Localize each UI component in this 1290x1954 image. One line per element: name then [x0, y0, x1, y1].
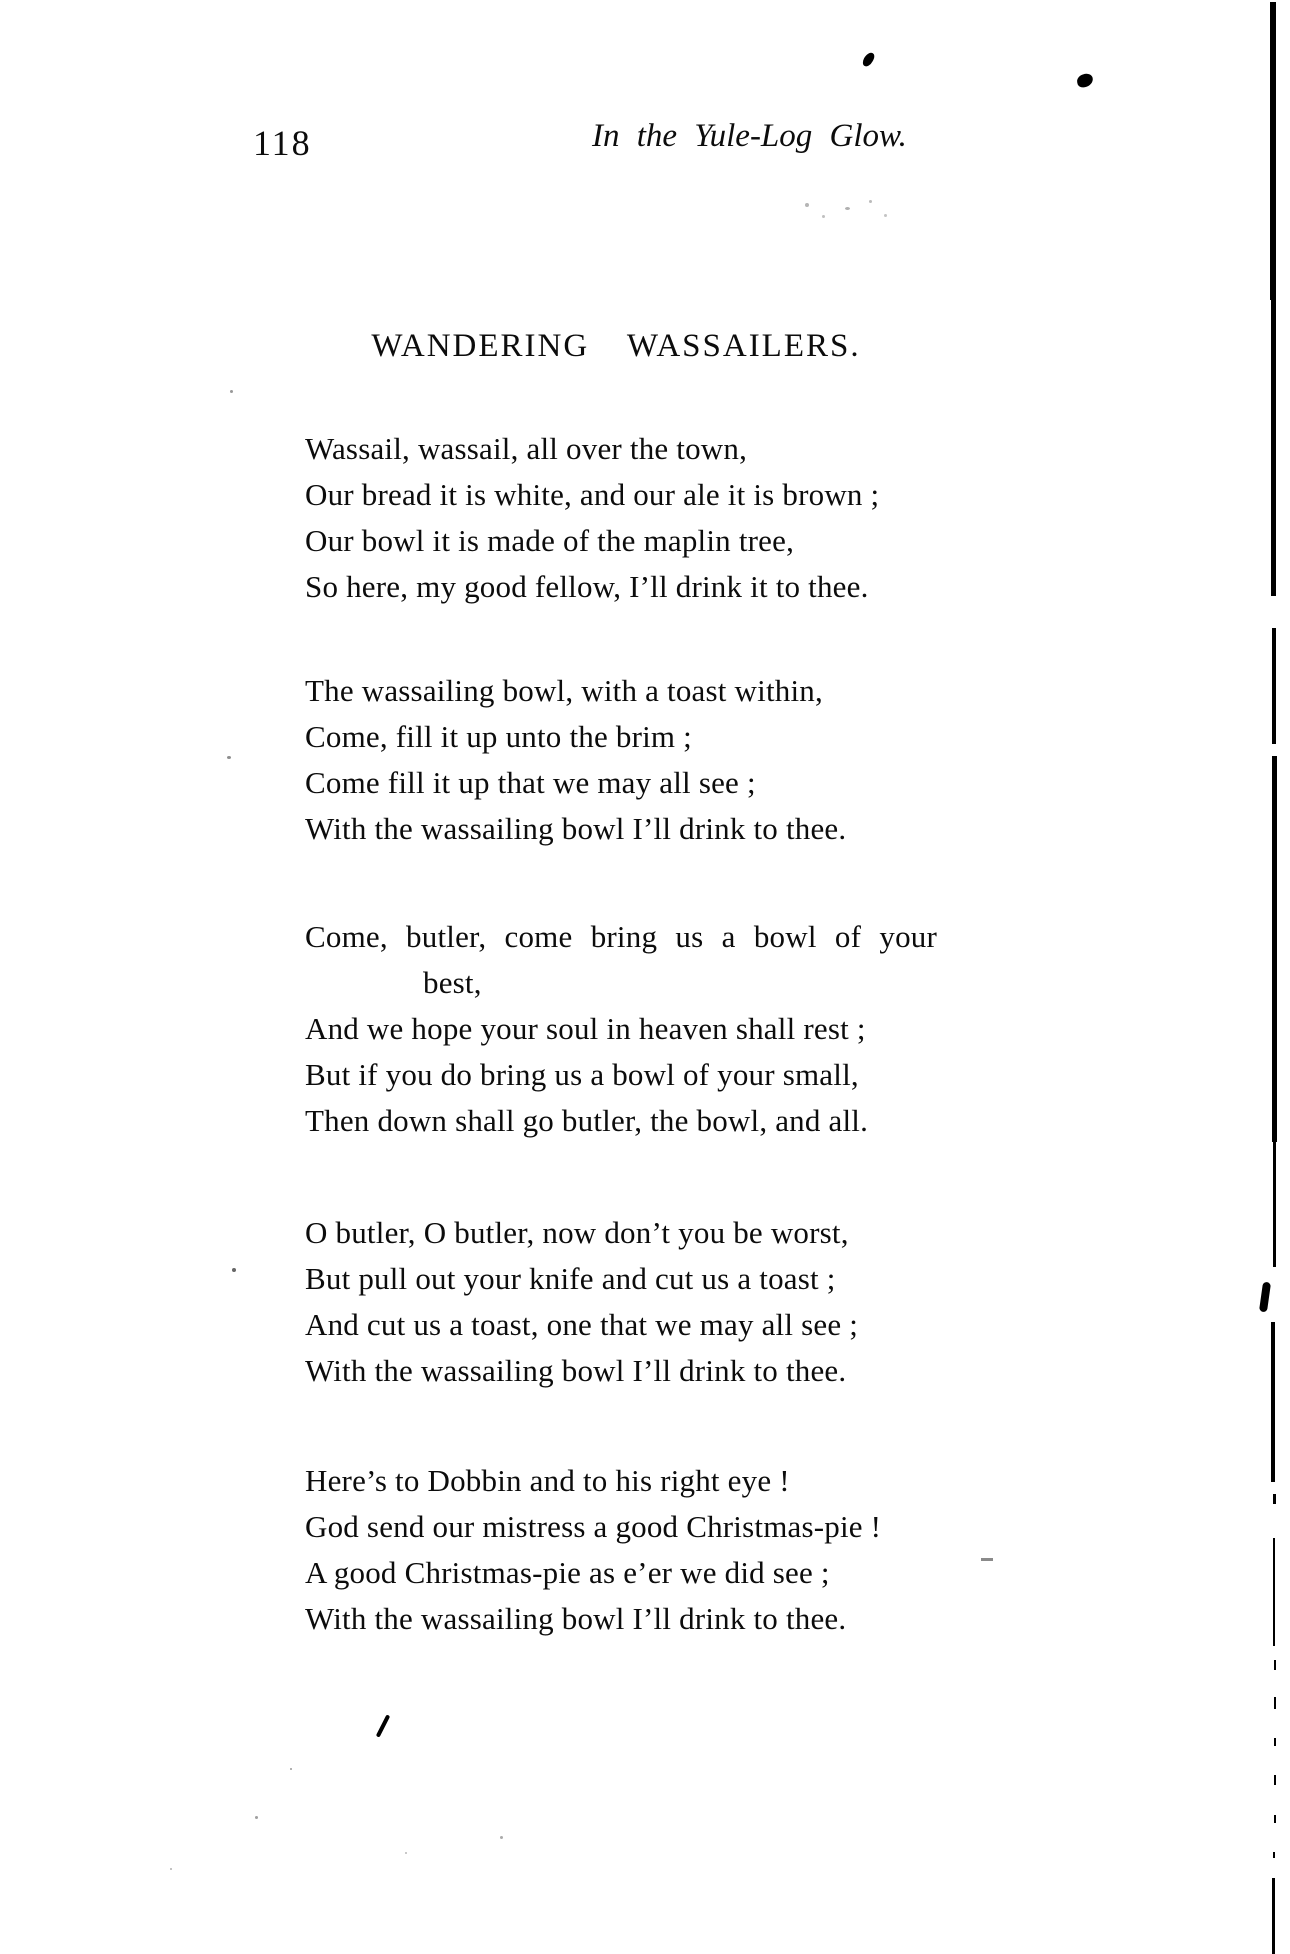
scan-artifact-slash [376, 1714, 390, 1737]
poem-line: Wassail, wassail, all over the town, [305, 431, 748, 466]
poem-line: But pull out your knife and cut us a toast ; [305, 1261, 836, 1296]
poem-line: With the wassailing bowl I’ll drink to thee. [305, 811, 847, 846]
page-edge-dash [1274, 1660, 1276, 1670]
page-edge-line [1271, 300, 1276, 596]
scan-speck [232, 1268, 236, 1272]
poem-line: Here’s to Dobbin and to his right eye ! [305, 1463, 790, 1498]
page-edge-line [1270, 2, 1276, 300]
scan-speck [290, 1768, 292, 1770]
scan-speck [845, 207, 850, 210]
page-edge-line [1273, 1142, 1276, 1267]
scan-speck [869, 200, 872, 203]
poem-line: The wassailing bowl, with a toast within, [305, 673, 823, 708]
stanza [305, 1210, 937, 1394]
poem-line: O butler, O butler, now don’t you be worst, [305, 1215, 849, 1250]
poem-line: And we hope your soul in heaven shall rest ; [305, 1011, 866, 1046]
poem-line: And cut us a toast, one that we may all see ; [305, 1307, 859, 1342]
page-edge-line [1273, 1494, 1276, 1504]
page-edge-line [1271, 1322, 1275, 1482]
scan-speck [230, 390, 233, 393]
scan-speck [255, 1816, 258, 1819]
page-edge-blob [1259, 1282, 1271, 1313]
poem-line: God send our mistress a good Christmas-pie ! [305, 1509, 882, 1544]
page-edge-dash [1273, 1852, 1275, 1858]
stanza [305, 1458, 937, 1642]
page-edge-dash [1274, 1697, 1276, 1709]
page-edge-line [1272, 628, 1276, 744]
scan-speck [822, 215, 825, 218]
poem-line-runover: best, [423, 965, 482, 1000]
stanza [305, 426, 937, 610]
scan-speck [170, 1868, 172, 1870]
scan-speck [805, 203, 809, 207]
poem-line: Come, fill it up unto the brim ; [305, 719, 692, 754]
page-edge-line [1272, 756, 1277, 1142]
poem-line: But if you do bring us a bowl of your small, [305, 1057, 859, 1092]
scan-artifact-comma [861, 51, 876, 68]
page-number: 118 [253, 123, 312, 163]
scan-speck [500, 1836, 503, 1839]
poem-line: Come, butler, come bring us a bowl of your [305, 919, 937, 954]
scan-artifact-comma [1076, 72, 1094, 88]
scan-speck [884, 214, 887, 217]
stanza [305, 914, 937, 1144]
page-edge-dash [1274, 1738, 1276, 1746]
poem-line: Our bread it is white, and our ale it is brown ; [305, 477, 880, 512]
poem-title: WANDERING WASSAILERS. [371, 328, 861, 364]
poem-line: So here, my good fellow, I’ll drink it to thee. [305, 569, 869, 604]
poem-line: With the wassailing bowl I’ll drink to thee. [305, 1601, 847, 1636]
poem-line: Then down shall go butler, the bowl, and all. [305, 1103, 869, 1138]
poem-line: With the wassailing bowl I’ll drink to thee. [305, 1353, 847, 1388]
page-edge-dash [1274, 1775, 1276, 1785]
scan-artifact-dash [981, 1558, 993, 1561]
scan-speck [227, 756, 231, 759]
page-edge-line [1272, 1878, 1275, 1954]
poem-line: A good Christmas-pie as e’er we did see ; [305, 1555, 830, 1590]
scan-speck [405, 1852, 407, 1854]
poem-line: Our bowl it is made of the maplin tree, [305, 523, 795, 558]
page-edge-line [1273, 1538, 1275, 1646]
stanza [305, 668, 937, 852]
page-edge-dash [1274, 1815, 1276, 1823]
poem-line: Come fill it up that we may all see ; [305, 765, 756, 800]
running-title: In the Yule-Log Glow. [592, 118, 907, 154]
